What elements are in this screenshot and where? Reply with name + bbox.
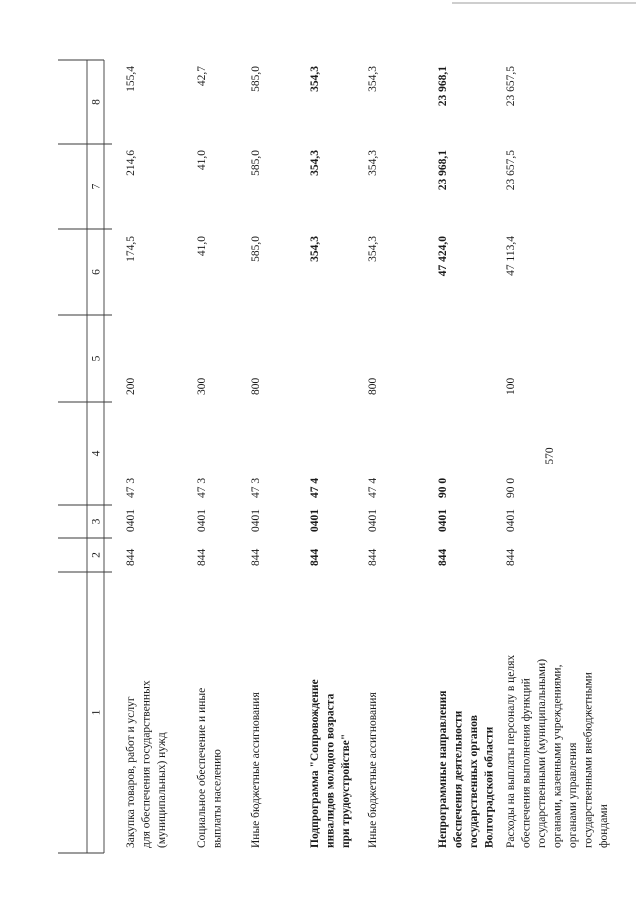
row-name-line: Расходы на выплаты персоналу в целях: [505, 654, 517, 848]
column-header: 6: [90, 269, 103, 275]
row-name-line: обеспечения деятельности: [452, 710, 465, 848]
cell-amount-col7: 354,3: [309, 150, 321, 176]
column-header: 2: [90, 552, 103, 558]
cell-amount-col8: 354,3: [367, 66, 379, 92]
cell-expense-type: 100: [505, 377, 517, 395]
cell-section-code: 0401: [309, 509, 321, 532]
row-name-line: для обеспечения государственных: [140, 680, 153, 848]
cell-amount-col8: 23 657,5: [505, 66, 517, 107]
cell-amount-col6: 354,3: [309, 236, 321, 262]
cell-expense-type: 800: [250, 377, 262, 395]
row-name-line: органами управления: [567, 742, 579, 848]
table-row: [125, 66, 168, 848]
cell-expense-type: 300: [196, 377, 208, 395]
cell-ministry-code: 844: [367, 548, 379, 566]
cell-target-article: 90 0: [505, 477, 517, 498]
cell-expense-type: 200: [125, 377, 137, 395]
cell-amount-col7: 23 968,1: [437, 150, 449, 191]
cell-amount-col8: 155,4: [125, 66, 137, 92]
cell-expense-type: 800: [367, 377, 379, 395]
cell-target-article: 47 4: [309, 477, 321, 498]
cell-ministry-code: 844: [250, 548, 262, 566]
cell-amount-col7: 23 657,5: [505, 150, 517, 191]
row-name-line: государственных органов: [468, 715, 480, 848]
row-name-line: фондами: [598, 804, 610, 848]
cell-section-code: 0401: [367, 509, 379, 532]
cell-section-code: 0401: [196, 509, 208, 532]
row-name-line: Подпрограмма "Сопровождение: [309, 679, 321, 848]
table-row: [505, 66, 610, 848]
cell-section-code: 0401: [125, 509, 137, 532]
cell-amount-col8: 23 968,1: [437, 66, 449, 107]
cell-amount-col8: 585,0: [250, 66, 262, 92]
row-name-line: Закупка товаров, работ и услуг: [125, 696, 137, 848]
cell-ministry-code: 844: [125, 548, 137, 566]
table-body: [125, 66, 610, 848]
table-header-row: [91, 99, 103, 716]
column-header: 8: [90, 99, 103, 105]
row-name-line: государственными (муниципальными): [536, 658, 548, 848]
cell-amount-col7: 41,0: [196, 150, 208, 171]
cell-amount-col8: 42,7: [196, 66, 208, 87]
page-number: 570: [544, 447, 556, 465]
table-row: [367, 66, 379, 848]
cell-target-article: 47 3: [250, 477, 262, 498]
cell-ministry-code: 844: [505, 548, 517, 566]
row-name-line: органами, казенными учреждениями,: [551, 664, 564, 848]
column-header: 5: [90, 355, 103, 362]
cell-amount-col6: 354,3: [367, 236, 379, 262]
column-header: 1: [90, 709, 103, 716]
cell-amount-col6: 585,0: [250, 236, 262, 262]
row-name-line: (муниципальных) нужд: [156, 732, 168, 848]
column-header: 7: [90, 183, 103, 190]
cell-amount-col6: 41,0: [196, 236, 208, 257]
cell-amount-col7: 585,0: [250, 150, 262, 176]
table-row: [196, 66, 224, 848]
row-name-line: Иные бюджетные ассигнования: [250, 692, 262, 848]
column-header: 3: [90, 518, 103, 525]
cell-amount-col6: 174,5: [125, 236, 137, 262]
table-row: [309, 66, 352, 848]
cell-ministry-code: 844: [309, 548, 321, 566]
row-name-line: Волгоградской области: [483, 726, 496, 848]
row-name-line: обеспечения выполнения функций: [520, 678, 533, 848]
row-name-line: при трудоустройстве": [340, 733, 352, 848]
cell-amount-col8: 354,3: [309, 66, 321, 92]
cell-target-article: 47 3: [125, 477, 137, 498]
row-name-line: Непрограммные направления: [437, 690, 449, 848]
cell-amount-col7: 354,3: [367, 150, 379, 176]
row-name-line: Социальное обеспечение и иные: [196, 687, 208, 848]
cell-section-code: 0401: [437, 509, 449, 532]
table-row: [250, 66, 262, 848]
cell-ministry-code: 844: [437, 548, 449, 566]
row-name-line: инвалидов молодого возраста: [324, 693, 337, 848]
cell-amount-col6: 47 424,0: [437, 236, 449, 277]
row-name-line: государственными внебюджетными: [582, 672, 595, 848]
cell-amount-col7: 214,6: [125, 150, 137, 176]
cell-target-article: 90 0: [437, 477, 449, 498]
cell-amount-col6: 47 113,4: [505, 236, 517, 276]
row-name-line: Иные бюджетные ассигнования: [367, 692, 379, 848]
row-name-line: выплаты населению: [211, 749, 224, 848]
cell-section-code: 0401: [250, 509, 262, 532]
cell-target-article: 47 4: [367, 477, 379, 498]
table-grid: [58, 60, 112, 853]
column-header: 4: [90, 450, 103, 457]
cell-target-article: 47 3: [196, 477, 208, 498]
table-row: [437, 66, 496, 848]
cell-ministry-code: 844: [196, 548, 208, 566]
cell-section-code: 0401: [505, 509, 517, 532]
